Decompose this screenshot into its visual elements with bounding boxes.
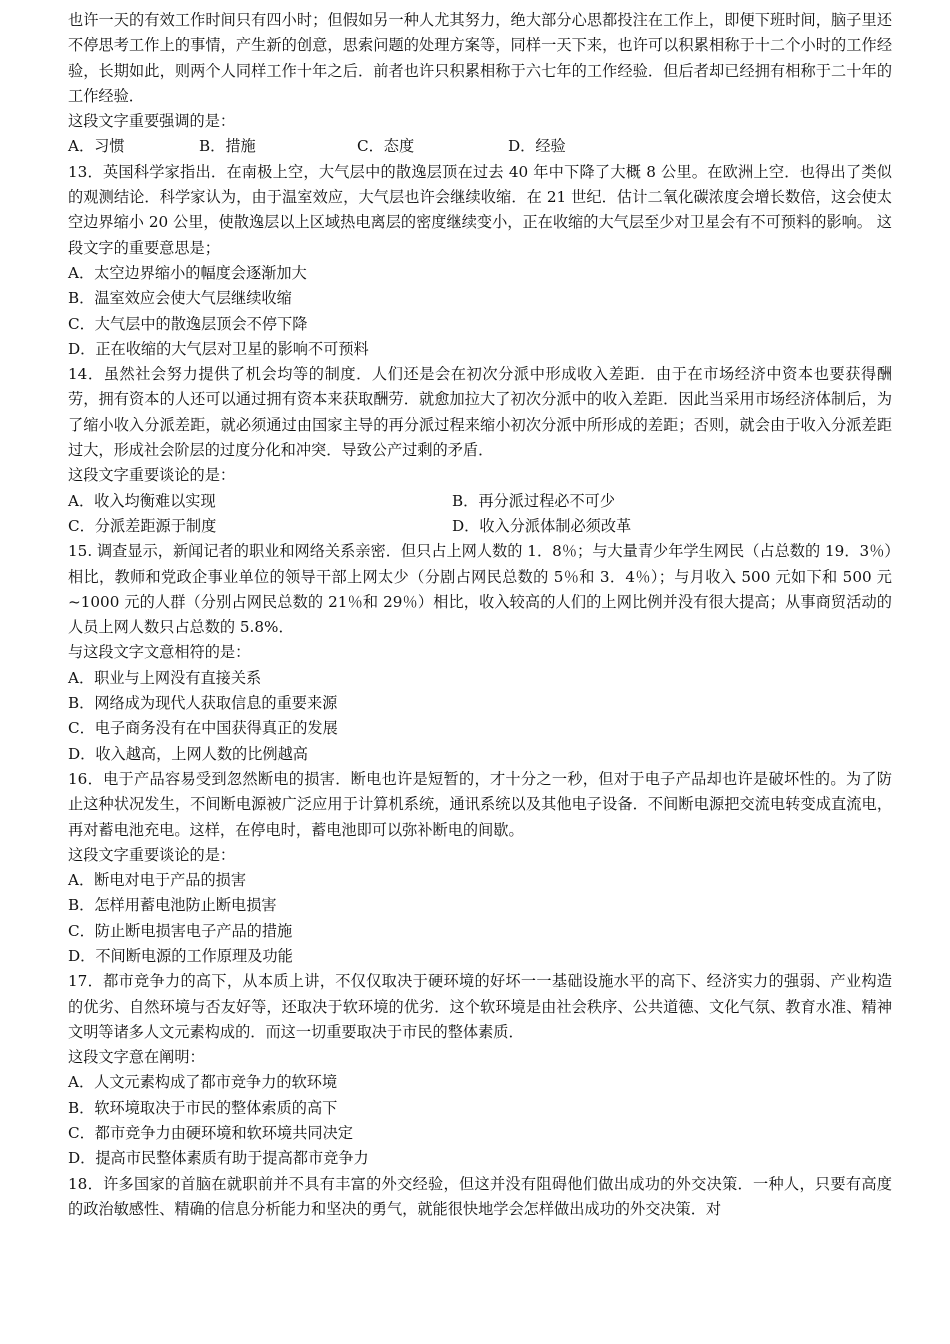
question-17-option-d: D．提高市民整体素质有助于提高都市竞争力: [68, 1149, 369, 1168]
question-17-prompt: 这段文字意在阐明：: [68, 1048, 205, 1067]
question-16-option-d: D．不间断电源的工作原理及功能: [68, 946, 293, 965]
question-15-option-c: C．电子商务没有在中国获得真正的发展: [68, 719, 338, 738]
question-15-text: 15. 调查显示，新闻记者的职业和网络关系亲密．但只占上网人数的 1．8％；与大量青少年学生网民（占总数的 19．3％）相比，教师和党政企事业单位的领导干部上网太少（分剧占网民总数的 5％和 3．4％）；与月收入 500 元如下和 500 元~1000 元的人群（分别占网民总数的 21％和 29％）相比，收入较高的人们的上网比例并没有很大提高；从事商贸活动的人员上网人数只占总数的 5.8%．: [68, 542, 892, 637]
intro-paragraph: 也许一天的有效工作时间只有四小时；但假如另一种人尤其努力，绝大部分心思都投注在工作上，即便下班时间，脑子里还不停思考工作上的事情，产生新的创意，思索问题的处理方案等，同样一天下来，也许可以积累相称于十二个小时的工作经验，长期如此，则两个人同样工作十年之后．前者也许只积累相称于六七年的工作经验．但后者却已经拥有相称于二十年的工作经验．: [68, 11, 892, 105]
question-17-text: 17．都市竞争力的高下，从本质上讲，不仅仅取决于硬环境的好坏一一基础设施水平的高下、经济实力的强弱、产业构造的优劣、自然环境与否友好等，还取决于软环境的优劣．这个软环境是由社会秩序、公共道德、文化气氛、教育水准、精神文明等诸多人文元素构成的．而这一切重要取决于市民的整体素质．: [68, 972, 892, 1041]
question-14-option-d: D．收入分派体制必须改革: [452, 516, 632, 535]
question-17-option-c: C．都市竞争力由硬环境和软环境共同决定: [68, 1124, 353, 1143]
question-14-option-c: C．分派差距源于制度: [68, 516, 217, 535]
question-16-prompt: 这段文字重要谈论的是：: [68, 845, 236, 864]
intro-options: [68, 134, 892, 159]
question-14-options-row-1: [68, 489, 892, 514]
question-14-text: 14．虽然社会努力提供了机会均等的制度．人们还是会在初次分派中形成收入差距．由于在市场经济中资本也要获得酬劳，拥有资本的人还可以通过拥有资本来获取酬劳．就愈加拉大了初次分派中的收入差距．因此当采用市场经济体制后，为了缩小收入分派差距，就必须通过由国家主导的再分派过程来缩小初次分派中所形成的差距；否则，就会由于收入分派差距过大，形成社会阶层的过度分化和冲突．导致公产过剩的矛盾．: [68, 365, 892, 460]
question-14-options-row-2: [68, 514, 892, 539]
question-15-option-d: D．收入越高，上网人数的比例越高: [68, 744, 308, 763]
intro-question: 这段文字重要强调的是：: [68, 112, 236, 131]
option-b: B．措施: [199, 137, 256, 156]
option-d: D．经验: [508, 137, 566, 156]
question-16-option-c: C．防止断电损害电子产品的措施: [68, 921, 293, 940]
option-a: A．习惯: [68, 137, 125, 156]
question-15-option-a: A．职业与上网没有直接关系: [68, 668, 262, 687]
question-17-option-a: A．人文元素构成了都市竞争力的软环境: [68, 1073, 338, 1092]
question-13-option-c: C．大气层中的散逸层顶会不停下降: [68, 314, 308, 333]
question-13-option-a: A．太空边界缩小的幅度会逐渐加大: [68, 263, 307, 282]
question-16-option-b: B．怎样用蓄电池防止断电损害: [68, 896, 277, 915]
question-14-option-a: A．收入均衡难以实现: [68, 491, 216, 510]
question-13-option-d: D．正在收缩的大气层对卫星的影响不可预料: [68, 339, 369, 358]
question-17-option-b: B．软环境取决于市民的整体索质的高下: [68, 1098, 338, 1117]
question-15-prompt: 与这段文字文意相符的是：: [68, 643, 251, 662]
question-15-option-b: B．网络成为现代人获取信息的重要来源: [68, 694, 338, 713]
question-13-text: 13．英国科学家指出．在南极上空，大气层中的散逸层顶在过去 40 年中下降了大概 8 公里。在欧洲上空．也得出了类似的观测结论．科学家认为，由于温室效应，大气层也许会继续收缩．在 21 世纪．估计二氧化碳浓度会增长数倍，这会使太空边界缩小 20 公里，使散逸层以上区域热电离层的密度继续变小，正在收缩的大气层至少对卫星会有不可预料的影响。 这段文字的重要意思是；: [68, 162, 892, 257]
question-14-option-b: B．再分派过程必不可少: [452, 491, 616, 510]
question-18-text: 18．许多国家的首脑在就职前并不具有丰富的外交经验，但这并没有阻碍他们做出成功的外交决策．一种人，只要有高度的政治敏感性、精确的信息分析能力和坚决的勇气，就能很快地学会怎样做出成功的外交决策．对: [68, 1174, 892, 1218]
question-16-text: 16．电于产品容易受到忽然断电的损害．断电也许是短暂的，才十分之一秒，但对于电子产品却也许是破坏性的。为了防止这种状况发生，不间断电源被广泛应用于计算机系统，通讯系统以及其他电子设备．不间断电源把交流电转变成直流电，再对蓄电池充电。这样，在停电时，蓄电池即可以弥补断电的间歇。: [68, 769, 892, 839]
question-14-prompt: 这段文字重要谈论的是：: [68, 466, 236, 485]
option-c: C．态度: [357, 137, 415, 156]
question-16-option-a: A．断电对电于产品的损害: [68, 871, 247, 890]
question-13-option-b: B．温室效应会使大气层继续收缩: [68, 289, 292, 308]
